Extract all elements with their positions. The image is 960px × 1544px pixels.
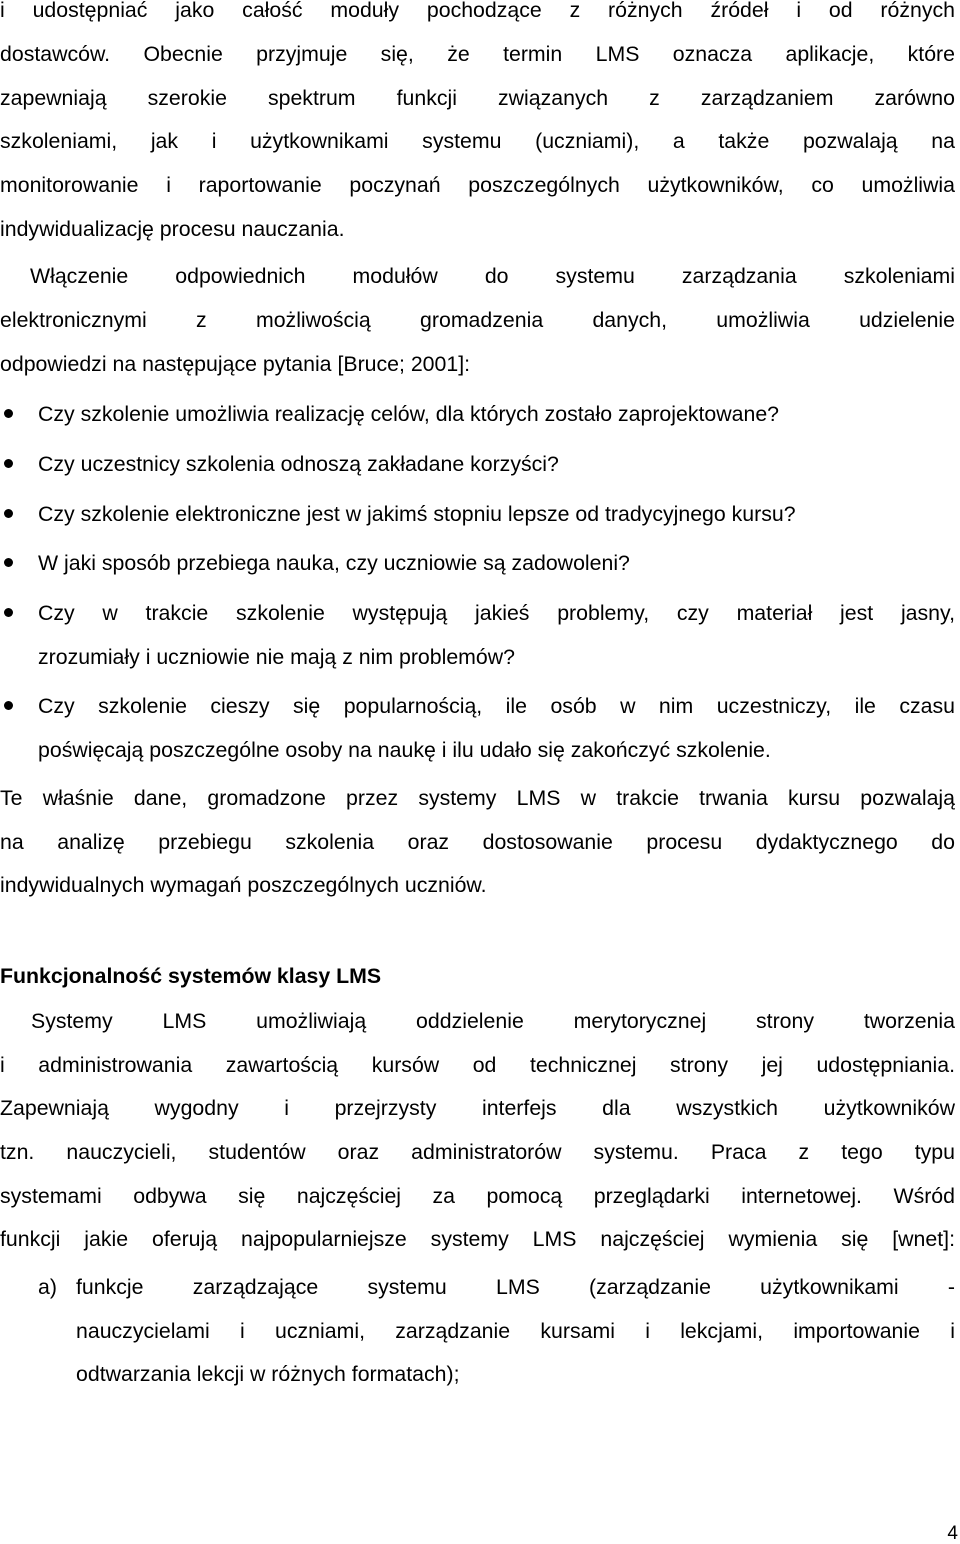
text-line: i administrowania zawartością kursów od technicznej strony jej udostępniania. [0,1053,955,1077]
list-marker: a) [38,1275,57,1299]
bullet-dot-icon [4,409,13,418]
bullet-text: Czy w trakcie szkolenie występują jakieś problemy, czy materiał jest jasny, [38,601,955,625]
page-number: 4 [947,1523,958,1544]
text-line: tzn. nauczycieli, studentów oraz administratorów systemu. Praca z tego typu [0,1140,955,1164]
text-line: dostawców. Obecnie przyjmuje się, że termin LMS oznacza aplikacje, które [0,42,955,66]
text-line: zapewniają szerokie spektrum funkcji związanych z zarządzaniem zarówno [0,86,955,110]
text-line: Systemy LMS umożliwiają oddzielenie merytorycznej strony tworzenia [31,1009,955,1033]
text-line: na analizę przebiegu szkolenia oraz dostosowanie procesu dydaktycznego do [0,830,955,854]
bullet-dot-icon [4,459,13,468]
text-line: odpowiedzi na następujące pytania [Bruce; 2001]: [0,352,471,376]
bullet-dot-icon [4,701,13,710]
text-line: Włączenie odpowiednich modułów do systemu zarządzania szkoleniami [30,264,955,288]
text-line: funkcji jakie oferują najpopularniejsze systemy LMS najczęściej wymienia się [wnet]: [0,1227,955,1251]
bullet-dot-icon [4,608,13,617]
bullet-text: Czy uczestnicy szkolenia odnoszą zakładane korzyści? [38,452,559,476]
bullet-text: W jaki sposób przebiega nauka, czy uczniowie są zadowoleni? [38,551,630,575]
text-line: indywidualnych wymagań poszczególnych uczniów. [0,873,487,897]
text-line: systemami odbywa się najczęściej za pomocą przeglądarki internetowej. Wśród [0,1184,955,1208]
bullet-text: Czy szkolenie elektroniczne jest w jakimś stopniu lepsze od tradycyjnego kursu? [38,502,796,526]
list-text: funkcje zarządzające systemu LMS (zarządzanie użytkownikami - [76,1275,955,1299]
text-line: i udostępniać jako całość moduły pochodzące z różnych źródeł i od różnych [0,0,955,22]
text-line: elektronicznymi z możliwością gromadzenia danych, umożliwia udzielenie [0,308,955,332]
bullet-dot-icon [4,509,13,518]
text-line: monitorowanie i raportowanie poczynań poszczególnych użytkowników, co umożliwia [0,173,955,197]
bullet-dot-icon [4,558,13,567]
text-line: Zapewniają wygodny i przejrzysty interfejs dla wszystkich użytkowników [0,1096,955,1120]
bullet-text: poświęcają poszczególne osoby na naukę i ilu udało się zakończyć szkolenie. [38,738,771,762]
text-line: indywidualizację procesu nauczania. [0,217,345,241]
list-text: nauczycielami i uczniami, zarządzanie kursami i lekcjami, importowanie i [76,1319,955,1343]
list-text: odtwarzania lekcji w różnych formatach); [76,1362,460,1386]
bullet-text: Czy szkolenie umożliwia realizację celów, dla których zostało zaprojektowane? [38,402,780,426]
bullet-text: zrozumiały i uczniowie nie mają z nim problemów? [38,645,515,669]
section-heading: Funkcjonalność systemów klasy LMS [0,964,382,988]
bullet-text: Czy szkolenie cieszy się popularnością, ile osób w nim uczestniczy, ile czasu [38,694,955,718]
text-line: Te właśnie dane, gromadzone przez systemy LMS w trakcie trwania kursu pozwalają [0,786,955,810]
text-line: szkoleniami, jak i użytkownikami systemu (uczniami), a także pozwalają na [0,129,955,153]
